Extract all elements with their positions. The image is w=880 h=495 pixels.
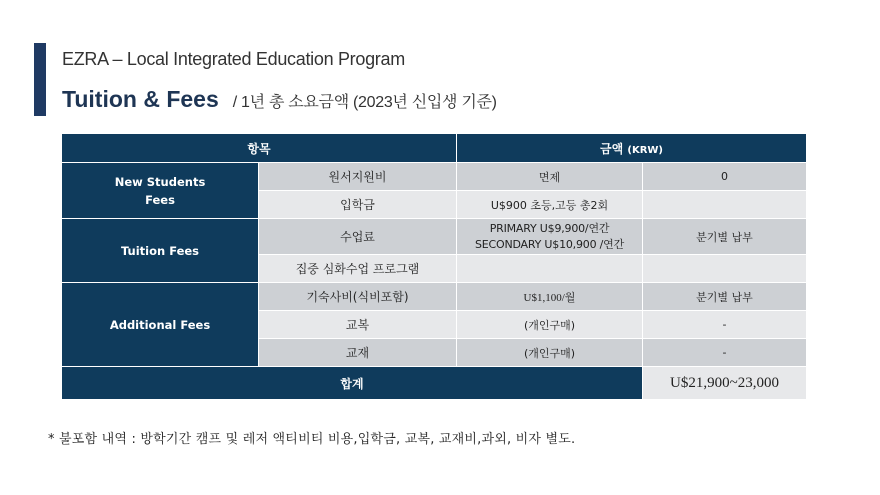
amount-tuition <box>457 219 643 255</box>
fees-table <box>61 133 807 400</box>
header-amount-unit: (KRW) <box>627 144 663 156</box>
footnote: * 불포함 내역 : 방학기간 캠프 및 레저 액티비티 비용,입학금, 교복, 교재비,과외, 비자 별도. <box>48 432 576 447</box>
amount-admission: U$900 초등,고등 총2회 <box>457 191 643 219</box>
amount-tuition-secondary: SECONDARY U$10,900 /연간 <box>474 237 625 251</box>
note-textbook: - <box>643 339 807 367</box>
total-label: 합계 <box>62 367 643 400</box>
category-additional: Additional Fees <box>62 283 259 367</box>
category-new-students-line2: Fees <box>145 192 175 207</box>
item-dorm: 기숙사비(식비포함) <box>259 283 457 311</box>
header-amount <box>457 134 807 163</box>
table-header-row <box>62 134 807 163</box>
item-intensive: 집중 심화수업 프로그램 <box>259 255 457 283</box>
item-admission: 입학금 <box>259 191 457 219</box>
amount-uniform: (개인구매) <box>457 311 643 339</box>
amount-intensive <box>457 255 643 283</box>
category-new-students-line1: New Students <box>114 174 206 189</box>
header-amount-label: 금액 <box>600 141 624 156</box>
title-row <box>62 86 497 113</box>
item-uniform: 교복 <box>259 311 457 339</box>
total-value: U$21,900~23,000 <box>643 367 807 400</box>
amount-textbook: (개인구매) <box>457 339 643 367</box>
item-textbook: 교재 <box>259 339 457 367</box>
amount-tuition-primary: PRIMARY U$9,900/연간 <box>489 221 610 235</box>
note-dorm: 분기별 납부 <box>643 283 807 311</box>
item-application: 원서지원비 <box>259 163 457 191</box>
program-subtitle: EZRA – Local Integrated Education Program <box>62 49 405 69</box>
table-row <box>62 283 807 311</box>
category-tuition: Tuition Fees <box>62 219 259 283</box>
page-title-note: / 1년 총 소요금액 (2023년 신입생 기준) <box>232 94 497 111</box>
table-row <box>62 163 807 191</box>
note-intensive <box>643 255 807 283</box>
amount-application: 면제 <box>457 163 643 191</box>
header-item: 항목 <box>62 134 457 163</box>
title-accent-bar <box>34 43 46 116</box>
page-title: Tuition & Fees <box>62 86 219 112</box>
note-admission <box>643 191 807 219</box>
note-tuition: 분기별 납부 <box>643 219 807 255</box>
note-uniform: - <box>643 311 807 339</box>
item-tuition: 수업료 <box>259 219 457 255</box>
amount-dorm: U$1,100/월 <box>457 283 643 311</box>
category-new-students <box>62 163 259 219</box>
table-row <box>62 219 807 255</box>
total-row <box>62 367 807 400</box>
note-application: 0 <box>643 163 807 191</box>
